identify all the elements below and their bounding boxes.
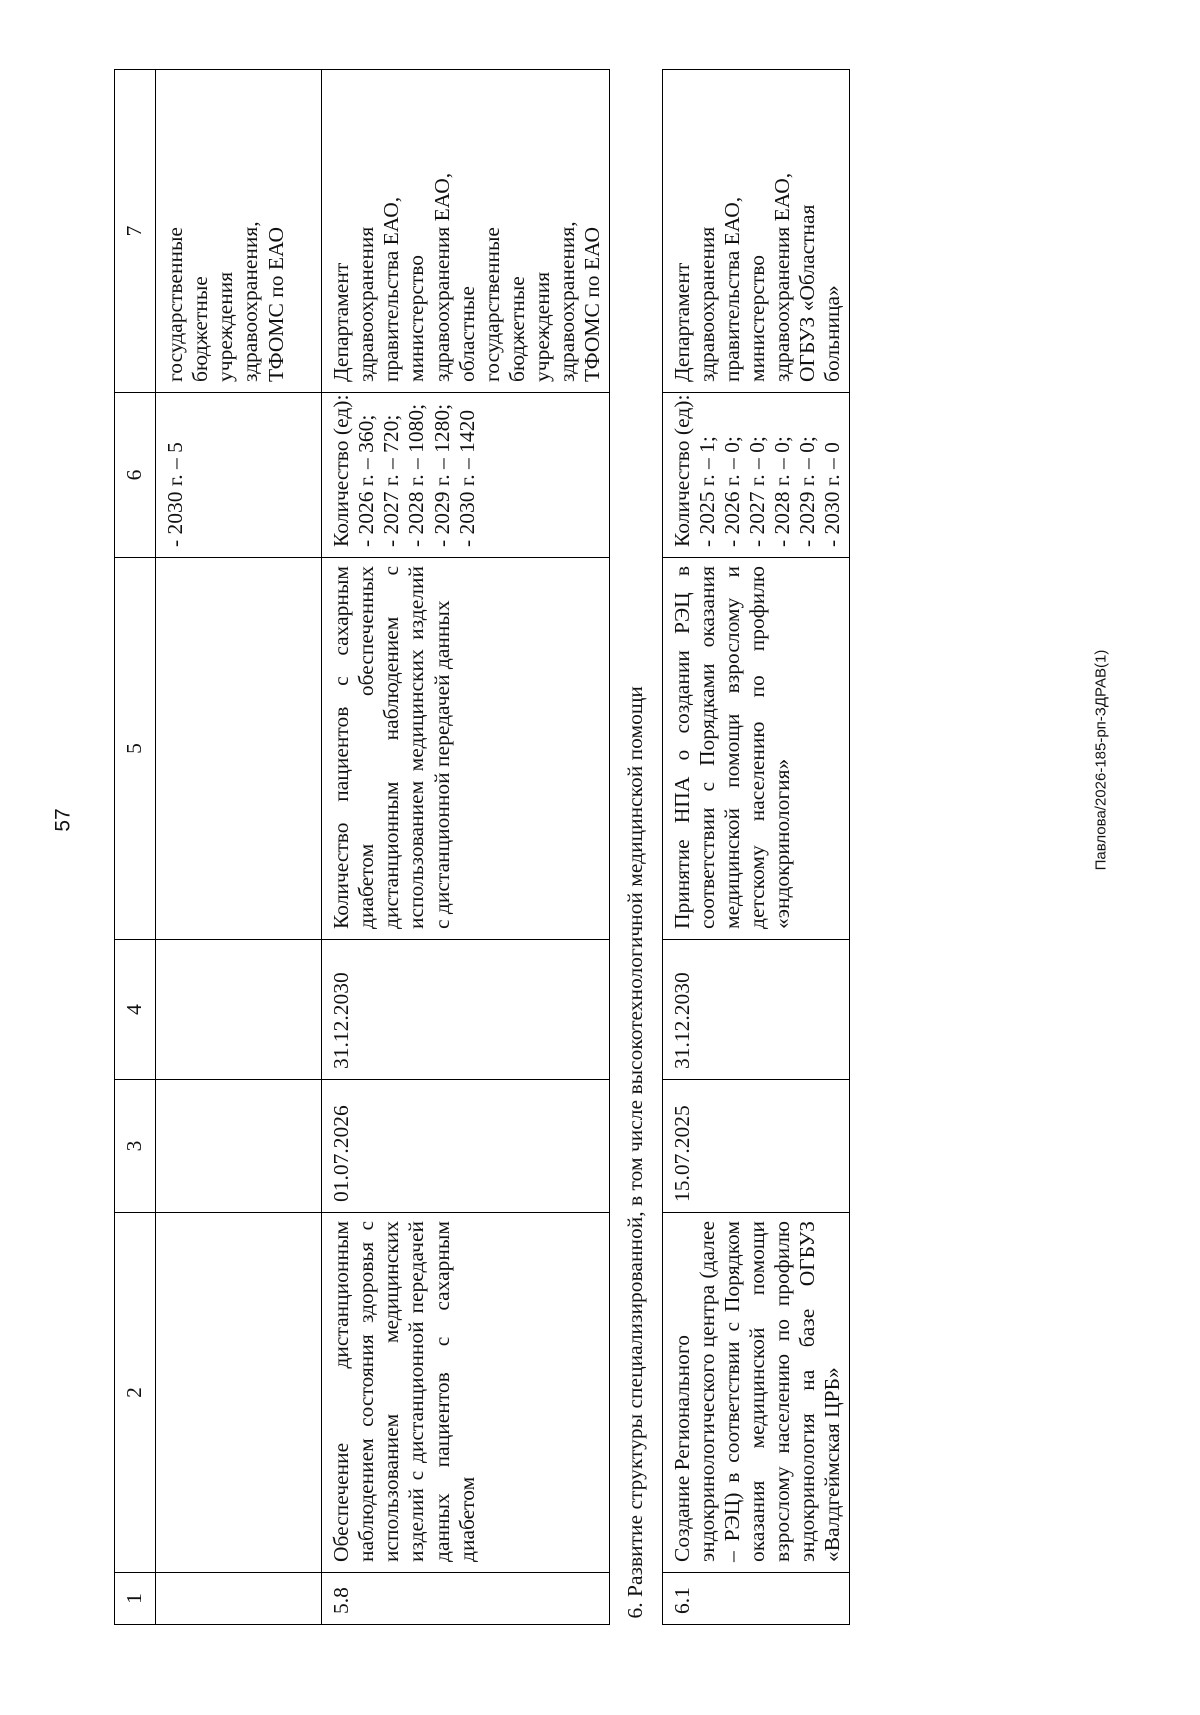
cell-start-date	[156, 1080, 322, 1213]
section-row	[609, 70, 662, 1625]
table-row	[322, 70, 610, 1625]
header-cell: 4	[115, 940, 156, 1080]
cell-number: 6.1	[662, 1573, 849, 1625]
cell-start-date: 15.07.2025	[662, 1080, 849, 1213]
value-line: Количество (ед):	[329, 394, 353, 547]
value-line: - 2030 г. – 5	[163, 442, 187, 547]
cell-measure	[662, 1213, 849, 1573]
responsible-line: бюджетные	[504, 276, 529, 382]
value-line: - 2030 г. – 0	[820, 442, 845, 547]
measure-first-line: Создание Регионального	[669, 1335, 694, 1562]
cell-number	[156, 1573, 322, 1625]
value-line: - 2030 г. – 1420	[454, 409, 479, 547]
responsible-line: здравоохранения,	[238, 221, 263, 382]
value-line: - 2025 г. – 1;	[694, 436, 719, 547]
measure-text: эндокринологического центра (далее – РЭЦ) в соответствии с Порядком оказания медицинской помощи взрослому населению по профилю эндокринология на базе ОГБУЗ «Валдгеймская ЦРБ»	[694, 1221, 845, 1562]
responsible-line: министерство	[404, 254, 429, 382]
value-line: - 2027 г. – 0;	[744, 436, 769, 547]
cell-measure: Обеспечение дистанционным наблюдением состояния здоровья с использованием медицинских изделий с дистанционной передачей данных пациентов с сахарным диабетом	[322, 1213, 610, 1573]
header-cell: 5	[115, 558, 156, 940]
responsible-line: бюджетные	[188, 276, 213, 382]
header-cell: 7	[115, 70, 156, 393]
page-number: 57	[51, 808, 75, 832]
responsible-line: больница»	[820, 285, 845, 382]
cell-number: 5.8	[322, 1573, 610, 1625]
value-line: - 2028 г. – 0;	[770, 436, 795, 547]
responsible-line: здравоохранения	[694, 226, 719, 382]
cell-values	[662, 393, 849, 558]
responsible-line: Департамент	[669, 262, 694, 382]
responsible-line: областные	[454, 286, 479, 382]
responsible-line: ТФОМС по ЕАО	[263, 226, 288, 382]
cell-end-date	[156, 940, 322, 1080]
responsible-line: учреждения	[213, 271, 238, 382]
cell-end-date: 31.12.2030	[662, 940, 849, 1080]
responsible-line: министерство	[744, 254, 769, 382]
cell-responsible	[322, 70, 610, 393]
cell-indicator: Принятие НПА о создании РЭЦ в соответствии с Порядками оказания медицинской помощи взрослому и детскому населению по профилю «эндокринология»	[662, 558, 849, 940]
cell-start-date: 01.07.2026	[322, 1080, 610, 1213]
section-title: 6. Развитие структуры специализированной, в том числе высокотехнологичной медицинской помощи	[609, 70, 662, 1625]
responsible-line: государственные	[163, 227, 187, 382]
cell-responsible	[156, 70, 322, 393]
cell-values	[322, 393, 610, 558]
document-table-rotated	[114, 70, 845, 1625]
responsible-line: здравоохранения ЕАО,	[429, 172, 454, 382]
value-line: - 2028 г. – 1080;	[404, 403, 429, 547]
value-line: - 2029 г. – 1280;	[429, 403, 454, 547]
header-cell: 3	[115, 1080, 156, 1213]
table-header-row	[115, 70, 156, 1625]
cell-indicator: Количество пациентов с сахарным диабетом обеспеченных дистанционным наблюдением с использованием медицинских изделий с дистанционной передачей данных	[322, 558, 610, 940]
value-line: - 2026 г. – 0;	[719, 436, 744, 547]
responsible-line: государственные	[479, 227, 504, 382]
responsible-line: учреждения	[530, 271, 555, 382]
responsible-line: здравоохранения,	[555, 221, 580, 382]
table-row	[662, 70, 849, 1625]
cell-responsible	[662, 70, 849, 393]
responsible-line: здравоохранения	[354, 226, 379, 382]
plan-table	[114, 69, 850, 1625]
value-line: - 2029 г. – 0;	[795, 436, 820, 547]
cell-indicator	[156, 558, 322, 940]
cell-values	[156, 393, 322, 558]
responsible-line: ТФОМС по ЕАО	[580, 226, 605, 382]
header-cell: 2	[115, 1213, 156, 1573]
responsible-line: ОГБУЗ «Областная	[795, 204, 820, 382]
value-line: - 2026 г. – 360;	[354, 414, 379, 547]
table-row	[156, 70, 322, 1625]
responsible-line: правительства ЕАО,	[379, 196, 404, 382]
cell-end-date: 31.12.2030	[322, 940, 610, 1080]
responsible-line: здравоохранения ЕАО,	[770, 172, 795, 382]
header-cell: 1	[115, 1573, 156, 1625]
header-cell: 6	[115, 393, 156, 558]
value-line: Количество (ед):	[669, 394, 694, 547]
responsible-line: правительства ЕАО,	[719, 196, 744, 382]
value-line: - 2027 г. – 720;	[379, 414, 404, 547]
document-code: Павлова/2026-185-рп-ЗДРАВ(1)	[1092, 649, 1110, 871]
responsible-line: Департамент	[329, 262, 353, 382]
cell-measure	[156, 1213, 322, 1573]
